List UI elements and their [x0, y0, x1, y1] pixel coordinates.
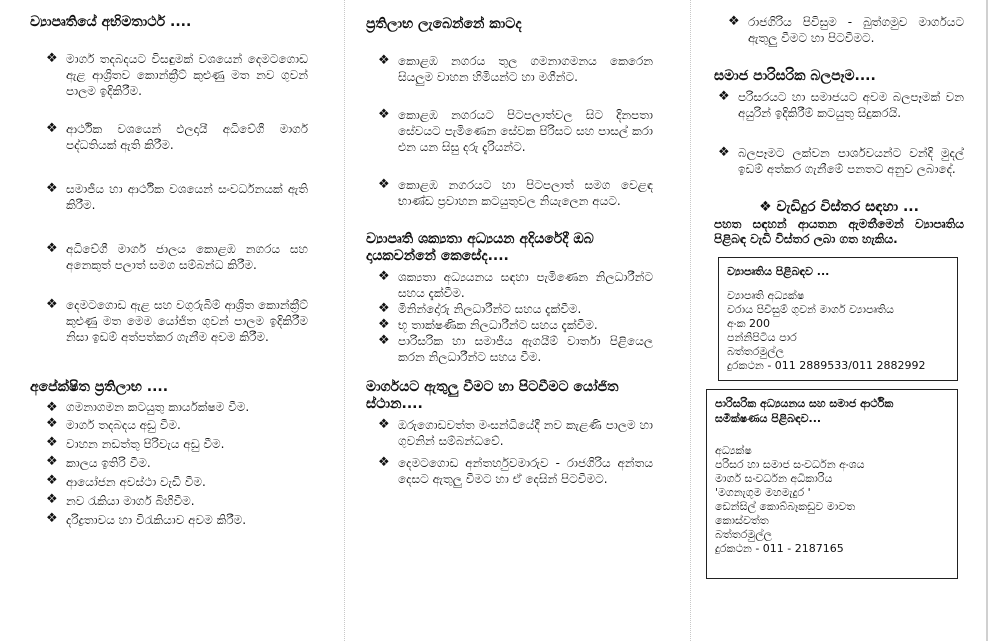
objectives-heading: ව්‍යාපෘතියේ අභිමතාර්ථ ....	[30, 14, 192, 30]
access-list	[366, 417, 653, 487]
contact-line: මාර්ග සංවර්ධන අධිකාරිය	[715, 472, 833, 485]
list-item: ❖ දෙමටගොඩ ඇළ සහ වගුරුබිම් ආශ්‍රිත කොන්ක්‍රීට් කුළුණු මත මෙම යෝජිත ගුවන් පාලම ඉදිකිරීම නිසා ඉඩම් අත්පත්කර ගැනීම අවම කිරීම.	[46, 297, 308, 344]
diamond-bullet-icon: ❖	[46, 51, 58, 66]
diamond-bullet-icon: ❖	[378, 53, 390, 68]
list-item: ❖ ආයෝජන අවස්ථා වැඩි වීම.	[46, 473, 206, 489]
feasibility-heading: ව්‍යාපෘති ශක්‍යතා අධ්‍යයන අදියරේදී ඔබ දායකවන්නේ කෙසේද....	[366, 231, 594, 264]
list-item: ❖ මාර්ග තදබදය අඩු වීම.	[46, 416, 181, 432]
diamond-bullet-icon: ❖	[46, 297, 58, 312]
diamond-bullet-icon: ❖	[378, 301, 390, 316]
diamond-bullet-icon: ❖	[378, 177, 390, 192]
contact-line: වරාය පිවිසුම් ගුවන් මාර්ග ව්‍යාපෘතිය	[727, 303, 894, 316]
contact-line: කොස්වත්ත	[715, 514, 769, 527]
list-item: ❖ සමාජීය හා ආර්ථික වශයෙන් සංවර්ධනයක් ඇති කිරීම.	[46, 181, 308, 212]
list-item: ❖ ගමනාගමන කටයුතු කාර්යක්ෂම වීම.	[46, 400, 250, 415]
diamond-bullet-icon: ❖	[378, 333, 390, 348]
list-item: ❖ කාලය ඉතිරි වීම.	[46, 454, 151, 470]
diamond-bullet-icon: ❖	[46, 181, 58, 196]
diamond-bullet-icon: ❖	[46, 241, 58, 256]
diamond-bullet-icon: ❖	[718, 145, 730, 160]
column-middle	[366, 16, 653, 641]
more-info-heading: ❖ වැඩිදුර විස්තර සඳහා ...	[759, 199, 919, 215]
list-item: ❖ භූ තාක්ෂණික නිලධාරීන්ට සහය දැක්වීම.	[378, 317, 598, 332]
contact-line: පරිසර හා සමාජ සංවර්ධන අංශය	[715, 458, 865, 471]
list-item: ❖ රාජගිරිය පිවිසුම - බුත්ගමුව මාර්ගයට ඇතුලු වීමට හා පිටවීමට.	[728, 14, 964, 45]
list-item: ❖ කොළඹ නගරයට පිටපලාත්වල සිට දිනපතා සේවයට පැමිණෙන සේවක පිරිසට සහ පාසල් කරා එන යන සිසු දරු දැරියන්ට.	[378, 107, 653, 154]
diamond-bullet-icon: ❖	[46, 435, 58, 450]
contact-line: අංක 200	[727, 317, 770, 330]
diamond-bullet-icon: ❖	[46, 473, 58, 488]
phone-line: දුරකථන - 011 - 2187165	[715, 542, 844, 555]
diamond-bullet-icon: ❖	[46, 121, 58, 136]
list-item: ❖ පරිසරයට හා සමාජයට අවම බලපෑමක් වන අයුරින් ඉදිකිරීම් කටයුතු සිදුකරයි.	[718, 89, 964, 120]
contact-line: ඩෙන්සිල් කොබ්බෑකඩුව මාවත	[715, 500, 856, 513]
diamond-bullet-icon: ❖	[718, 89, 730, 104]
list-item: ❖ කොළඹ නගරය තුල ගමනාගමනය කෙරෙන සියලුම වාහන හිමියන්ට හා මගීන්ට.	[378, 53, 653, 84]
diamond-bullet-icon: ❖	[378, 107, 390, 122]
social-impact-heading: සමාජ පාරිසරික බලපෑම....	[714, 68, 876, 84]
diamond-bullet-icon: ❖	[46, 416, 58, 431]
beneficiaries-list	[366, 53, 653, 209]
social-impact-list	[714, 89, 964, 177]
diamond-bullet-icon: ❖	[46, 492, 58, 507]
diamond-bullet-icon: ❖	[46, 454, 58, 469]
diamond-bullet-icon: ❖	[378, 455, 390, 470]
contact-line: බත්තරමුල්ල	[715, 528, 773, 541]
diamond-bullet-icon: ❖	[378, 317, 390, 332]
environment-contact-box	[706, 389, 958, 579]
column-divider	[344, 0, 345, 641]
objectives-list	[30, 51, 308, 345]
list-item: ❖ ආර්ථික වශයෙන් ඵලදායී අධිවේගී මාර්ග පද්ධතියක් ඇති කිරීම.	[46, 121, 308, 152]
entry-list	[714, 14, 964, 46]
access-heading: මාර්ගයට ඇතුලු වීමට හා පිටවීමට යෝජිත ස්ථාන....	[366, 379, 619, 412]
column-right	[714, 14, 964, 641]
environment-contact-title: පාරිසරික අධ්‍යයනය සහ සමාජ ආර්ථික සමීක්ෂණය පිළිබඳව...	[715, 397, 894, 425]
project-contact-title: ව්‍යාපෘතිය පිළිබඳව ...	[727, 265, 830, 278]
column-left	[30, 14, 308, 641]
diamond-bullet-icon: ❖	[728, 14, 740, 29]
list-item: ❖ අධිවේගී මාර්ග ජාලය කොළඹ නගරය සහ අනෙකුත් පලාත් සමග සම්බන්ධ කිරීම.	[46, 241, 308, 272]
contact-line: අධ්‍යක්ෂ	[715, 444, 752, 457]
contact-line: පන්නිපිටිය පාර	[727, 331, 797, 344]
more-info-description: පහත සඳහන් ආයතන ඇමතීමෙන් ව්‍යාපෘතිය පිළිබඳ වැඩි විස්තර ලබා ගත හැකිය.	[714, 217, 964, 246]
feasibility-list	[366, 269, 653, 365]
project-contact-box	[718, 257, 958, 381]
column-divider	[690, 0, 691, 641]
list-item: ❖ නව රැකියා මාර්ග බිහිවීම.	[46, 492, 195, 508]
benefits-heading: අපේක්ෂිත ප්‍රතිලාභ ....	[30, 379, 169, 395]
diamond-bullet-icon: ❖	[378, 269, 390, 284]
list-item: ❖ බලපෑමට ලක්වන පාර්ශවයන්ට වන්දි මුදල් ඉඩම් අත්කර ගැනීමේ පනතට අනුව ලබාදේ.	[718, 145, 964, 176]
list-item: ❖ පාරිසරික හා සමාජීය ඇගයීම් වාර්තා පිළියෙල කරන නිලධාරීන්ට සහය වීම.	[378, 333, 653, 364]
diamond-bullet-icon: ❖	[46, 511, 58, 526]
contact-line: ව්‍යාපෘති අධ්‍යක්ෂ	[727, 289, 805, 302]
list-item: ❖ මාර්ග තදබදයට විසඳුමක් වශයෙන් දෙමටගොඩ ඇළ ආශ්‍රිතව කොන්ක්‍රීට් කුළුණු මත නව ගුවන් පාලම ඉදිකිරීම.	[46, 51, 308, 98]
beneficiaries-heading: ප්‍රතිලාභ ලැබෙන්නේ කාටද	[366, 16, 522, 32]
list-item: ❖ දෙමටගොඩ අන්තර්හුවමාරුව - රාජගිරිය අන්තය දෙසට ඇතුලු වීමට හා ඒ දෙසින් පිටවීමට.	[378, 455, 653, 486]
diamond-bullet-icon: ❖	[46, 400, 58, 415]
list-item: ❖ මිනින්දෝරු නිලධාරීන්ට සහය දැක්වීම.	[378, 301, 582, 316]
diamond-bullet-icon: ❖	[378, 417, 390, 432]
list-item: ❖ ඔරුගොඩවත්ත මංසන්ධියේදී නව කැළණි පාලම හා ගුවනින් සම්බන්ධවේ.	[378, 417, 653, 448]
list-item: ❖ වාහන නඩත්තු පිරිවැය අඩු වීම.	[46, 435, 225, 451]
benefits-list	[30, 400, 308, 530]
list-item: ❖ කොළඹ නගරයට හා පිටපලාත් සමග වෙළඳ භාණ්ඩ ප්‍රවාහන කටයුතුවල නියැලෙන අයට.	[378, 177, 653, 208]
page-edge	[986, 0, 988, 641]
list-item: ❖ දරිද්‍රතාවය හා විරැකියාව අවම කිරීම.	[46, 511, 247, 527]
list-item: ❖ ශක්‍යතා අධ්‍යයනය සඳහා පැමිණෙන නිලධාරීන්ට සහය දැක්වීම.	[378, 269, 653, 300]
contact-line: බත්තරමුල්ල	[727, 345, 785, 358]
phone-line: දුරකථන - 011 2889533/011 2882992	[727, 359, 926, 372]
contact-line: 'මගනැගුම මහමැදුර '	[715, 486, 811, 499]
